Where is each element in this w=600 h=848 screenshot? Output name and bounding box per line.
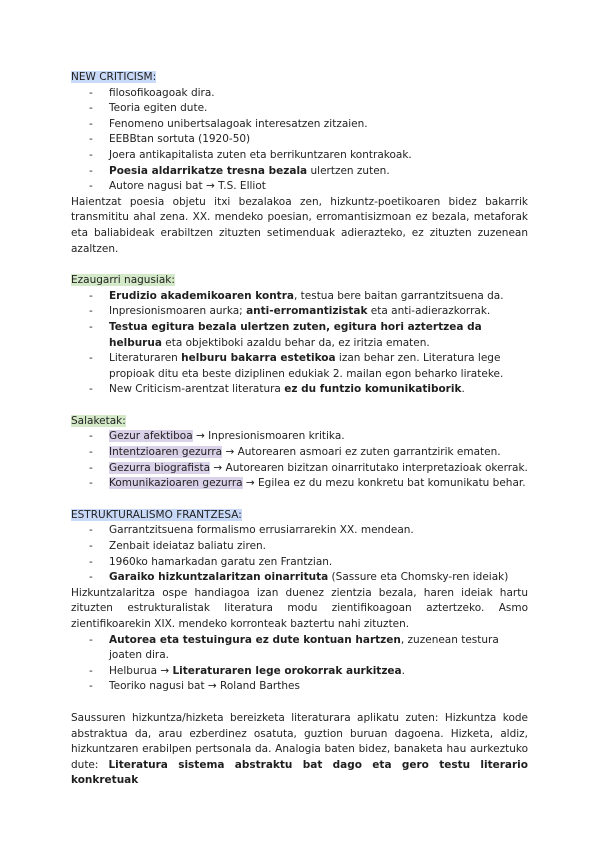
list-item: - Garrantzitsuena formalismo errusiarrarekin XX. mendean. [109,523,528,539]
list-new-criticism [71,86,528,195]
list-item: - Literaturaren helburu bakarra estetikoa izan behar zen. Literatura lege propioak ditu eta beste diziplinen edukiak 2. mailan egon beharko lirateke. [109,351,528,382]
list-item: - Komunikazioaren gezurra → Egilea ez du mezu konkretu bat komunikatu behar. [109,476,528,492]
heading-ezaugarriak: Ezaugarri nagusiak: [71,274,175,287]
list-item: - Erudizio akademikoaren kontra, testua bere baitan garrantzitsuena da. [109,289,528,305]
spacer [71,492,528,508]
list-item: - 1960ko hamarkadan garatu zen Frantzian. [109,555,528,571]
spacer [71,398,528,414]
list-estrukturalismo [71,523,528,585]
spacer [71,257,528,273]
list-item: - Gezur afektiboa → Inpresionismoaren kritika. [109,429,528,445]
list-item: - Garaiko hizkuntzalaritzan oinarrituta (Sassure eta Chomsky-ren ideiak) [109,570,528,586]
heading-salaketak: Salaketak: [71,414,126,427]
list-item: - EEBBtan sortuta (1920-50) [109,132,528,148]
list-salaketak [71,429,528,491]
list-item: - Helburua → Literaturaren lege orokorrak aurkitzea. [109,664,528,680]
list-estrukturalismo-2 [71,633,528,695]
list-item: - Testua egitura bezala ulertzen zuten, egitura hori aztertzea da helburua eta objektiboki azaldu behar da, ez iritzia ematen. [109,320,528,351]
list-item: - Inpresionismoaren aurka; anti-erromantizistak eta anti-adierazkorrak. [109,304,528,320]
list-item: - Fenomeno unibertsalagoak interesatzen zitzaien. [109,117,528,133]
paragraph-estrukturalismo: Hizkuntzalaritza ospe handiagoa izan duenez zientzia bezala, haren ideiak hartu zituzten estrukturalistak literatura modu zientifikoagoan aztertzeko. Asmo zientifikoarekin XIX. mendeko korronteak baztertu nahi zituzten. [71,586,528,630]
list-item: - Teoriko nagusi bat → Roland Barthes [109,679,528,695]
list-item: - Autorea eta testuingura ez dute kontuan hartzen, zuzenean testura joaten dira. [109,633,528,664]
list-item: - Intentzioaren gezurra → Autorearen asmoari ez zuten garrantzirik ematen. [109,445,528,461]
list-item: - Poesia aldarrikatze tresna bezala ulertzen zuten. [109,164,528,180]
list-item: - filosofikoagoak dira. [109,86,528,102]
list-item: - Autore nagusi bat → T.S. Elliot [109,179,528,195]
list-item: - New Criticism-arentzat literatura ez du funtzio komunikatiborik. [109,382,528,398]
heading-estrukturalismo: ESTRUKTURALISMO FRANTZESA: [71,508,242,521]
list-item: - Gezurra biografista → Autorearen bizitzan oinarritutako interpretazioak okerrak. [109,461,528,477]
document-content [71,70,528,789]
list-ezaugarriak [71,289,528,398]
spacer [71,695,528,711]
list-item: - Joera antikapitalista zuten eta berrikuntzaren kontrakoak. [109,148,528,164]
heading-new-criticism: NEW CRITICISM: [71,71,157,83]
list-item: - Teoria egiten dute. [109,101,528,117]
list-item: - Zenbait ideiataz baliatu ziren. [109,539,528,555]
paragraph-saussure: Saussuren hizkuntza/hizketa bereizketa literaturara aplikatu zuten: Hizkuntza kode abstraktua da, arau ezberdinez osatuta, guztion buruan dagoena. Hizketa, aldiz, hizkuntzaren erabilpen pertsonala da. Analogia baten bidez, banaketa hau aurkeztuko dute: Literatura sistema abstraktu bat dago eta gero testu literario konkretuak [71,711,528,787]
paragraph-new-criticism: Haientzat poesia objetu itxi bezalakoa zen, hizkuntz-poetikoaren bidez bakarrik transmititu ahal zena. XX. mendeko poesian, erromantisizmoan ez bezala, metaforak eta baliabideak erabiltzen zituzten setimenduak adierazteko, ez zituzten zuzenean azaltzen. [71,195,528,255]
